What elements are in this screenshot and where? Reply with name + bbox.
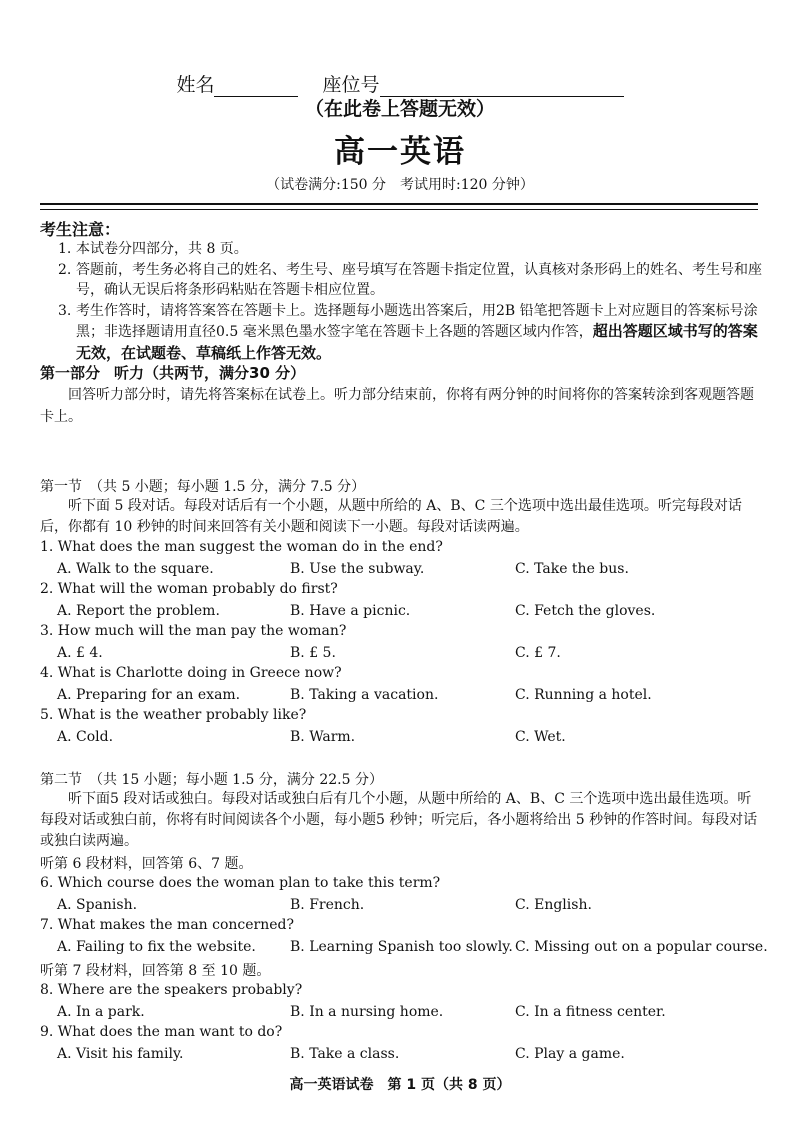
option-a: A. Visit his family. (57, 1046, 184, 1062)
option-a: A. Preparing for an exam. (57, 687, 241, 703)
option-b: B. Use the subway. (290, 561, 425, 577)
notice-bold-warning: 超出答题区域书写的答案无效，在试题卷、草稿纸上作答无效。 (76, 322, 758, 362)
part1-title (40, 362, 319, 383)
question-1: 1. What does the man suggest the woman do in the end? (40, 539, 443, 555)
question-7: 7. What makes the man concerned? (40, 917, 295, 933)
section2-title: 第二节 （共 15 小题；每小题 1.5 分，满分 22.5 分） (40, 772, 383, 788)
question-5-options (57, 729, 762, 749)
option-b: B. £ 5. (290, 645, 336, 661)
section1-instructions: 听下面 5 段对话。每段对话后有一个小题，从题中所给的 A、B、C 三个选项中选出最佳选项。听完每段对话后，你都有 10 秒钟的时间来回答有关小题和阅读下一小题。每段对话读两遍。 (40, 498, 742, 535)
notice-item (58, 239, 763, 260)
option-c: C. English. (515, 897, 592, 913)
question-8-options (57, 1004, 762, 1024)
option-a: A. Failing to fix the website. (57, 939, 256, 955)
option-b: B. Learning Spanish too slowly. (290, 939, 513, 955)
option-b: B. In a nursing home. (290, 1004, 444, 1020)
invalid-note: （在此卷上答题无效） (304, 98, 495, 120)
name-label: 姓名 (176, 74, 215, 96)
section2-instructions: 听下面5 段对话或独白。每段对话或独白后有几个小题，从题中所给的 A、B、C 三个选项中选出最佳选项。听每段对话或独白前，你将有时间阅读各个小题，每小题5 秒钟；听完后，各小题将给出 5 秒钟的作答时间。每段对话或独白读两遍。 (40, 791, 758, 849)
notice-number: 2. (58, 261, 72, 278)
question-5: 5. What is the weather probably like? (40, 707, 307, 723)
option-c: C. Fetch the gloves. (515, 603, 656, 619)
part1-name: 听力（共两节，满分30 分） (114, 364, 306, 382)
question-4-options (57, 687, 762, 707)
option-c: C. In a fitness center. (515, 1004, 666, 1020)
option-c: C. £ 7. (515, 645, 561, 661)
question-9: 9. What does the man want to do? (40, 1024, 283, 1040)
option-a: A. Walk to the square. (57, 561, 214, 577)
notice-item (58, 260, 763, 301)
option-b: B. Taking a vacation. (290, 687, 439, 703)
option-a: A. £ 4. (57, 645, 103, 661)
notice-text: 本试卷分四部分，共 8 页。 (76, 241, 248, 257)
notice-text: 答题前，考生务必将自己的姓名、考生号、座号填写在答题卡指定位置，认真核对条形码上的姓名、考生号和座号，确认无误后将条形码粘贴在答题卡相应位置。 (76, 261, 762, 298)
name-seat-row (0, 70, 800, 97)
exam-info: （试卷满分:150 分 考试用时:120 分钟） (266, 177, 534, 193)
option-c: C. Take the bus. (515, 561, 629, 577)
notice-text: 考生作答时，请将答案答在答题卡上。选择题每小题选出答案后，用2B 铅笔把答题卡上对应题目的答案标号涂黑；非选择题请用直径0.5 毫米黑色墨水签字笔在答题卡上各题的答题区域内作答， (76, 302, 758, 340)
option-b: B. French. (290, 897, 365, 913)
option-a: A. Report the problem. (57, 603, 220, 619)
option-b: B. Take a class. (290, 1046, 400, 1062)
option-c: C. Missing out on a popular course. (515, 939, 768, 955)
question-3: 3. How much will the man pay the woman? (40, 623, 347, 639)
part1-intro: 回答听力部分时，请先将答案标在试卷上。听力部分结束前，你将有两分钟的时间将你的答案转涂到客观题答题卡上。 (40, 387, 754, 425)
question-4: 4. What is Charlotte doing in Greece now? (40, 665, 342, 681)
seat-label: 座位号 (322, 74, 380, 96)
notice-title: 考生注意： (40, 220, 121, 239)
option-a: A. In a park. (57, 1004, 145, 1020)
notice-list (58, 239, 763, 364)
page-title: 高一英语 (334, 134, 466, 170)
question-2: 2. What will the woman probably do first? (40, 581, 338, 597)
option-c: C. Play a game. (515, 1046, 625, 1062)
option-c: C. Running a hotel. (515, 687, 652, 703)
question-3-options (57, 645, 762, 665)
option-a: A. Cold. (57, 729, 114, 745)
question-6-options (57, 897, 762, 917)
header-rule-thick (40, 203, 758, 205)
question-1-options (57, 561, 762, 581)
notice-item (58, 301, 763, 365)
question-9-options (57, 1046, 762, 1066)
header-rule-thin (40, 209, 758, 210)
question-7-options (57, 939, 768, 959)
page-footer: 高一英语试卷 第 1 页（共 8 页） (289, 1077, 511, 1093)
option-c: C. Wet. (515, 729, 566, 745)
notice-number: 1. (58, 241, 72, 257)
option-a: A. Spanish. (57, 897, 138, 913)
notice-number: 3. (58, 302, 72, 319)
material-7-note: 听第 7 段材料，回答第 8 至 10 题。 (40, 963, 271, 979)
section1-title: 第一节 （共 5 小题；每小题 1.5 分，满分 7.5 分） (40, 479, 366, 495)
material-6-note: 听第 6 段材料，回答第 6、7 题。 (40, 856, 253, 872)
option-b: B. Have a picnic. (290, 603, 411, 619)
question-8: 8. Where are the speakers probably? (40, 982, 303, 998)
option-b: B. Warm. (290, 729, 356, 745)
question-2-options (57, 603, 762, 623)
question-6: 6. Which course does the woman plan to take this term? (40, 875, 441, 891)
part1-number: 第一部分 (40, 364, 101, 382)
